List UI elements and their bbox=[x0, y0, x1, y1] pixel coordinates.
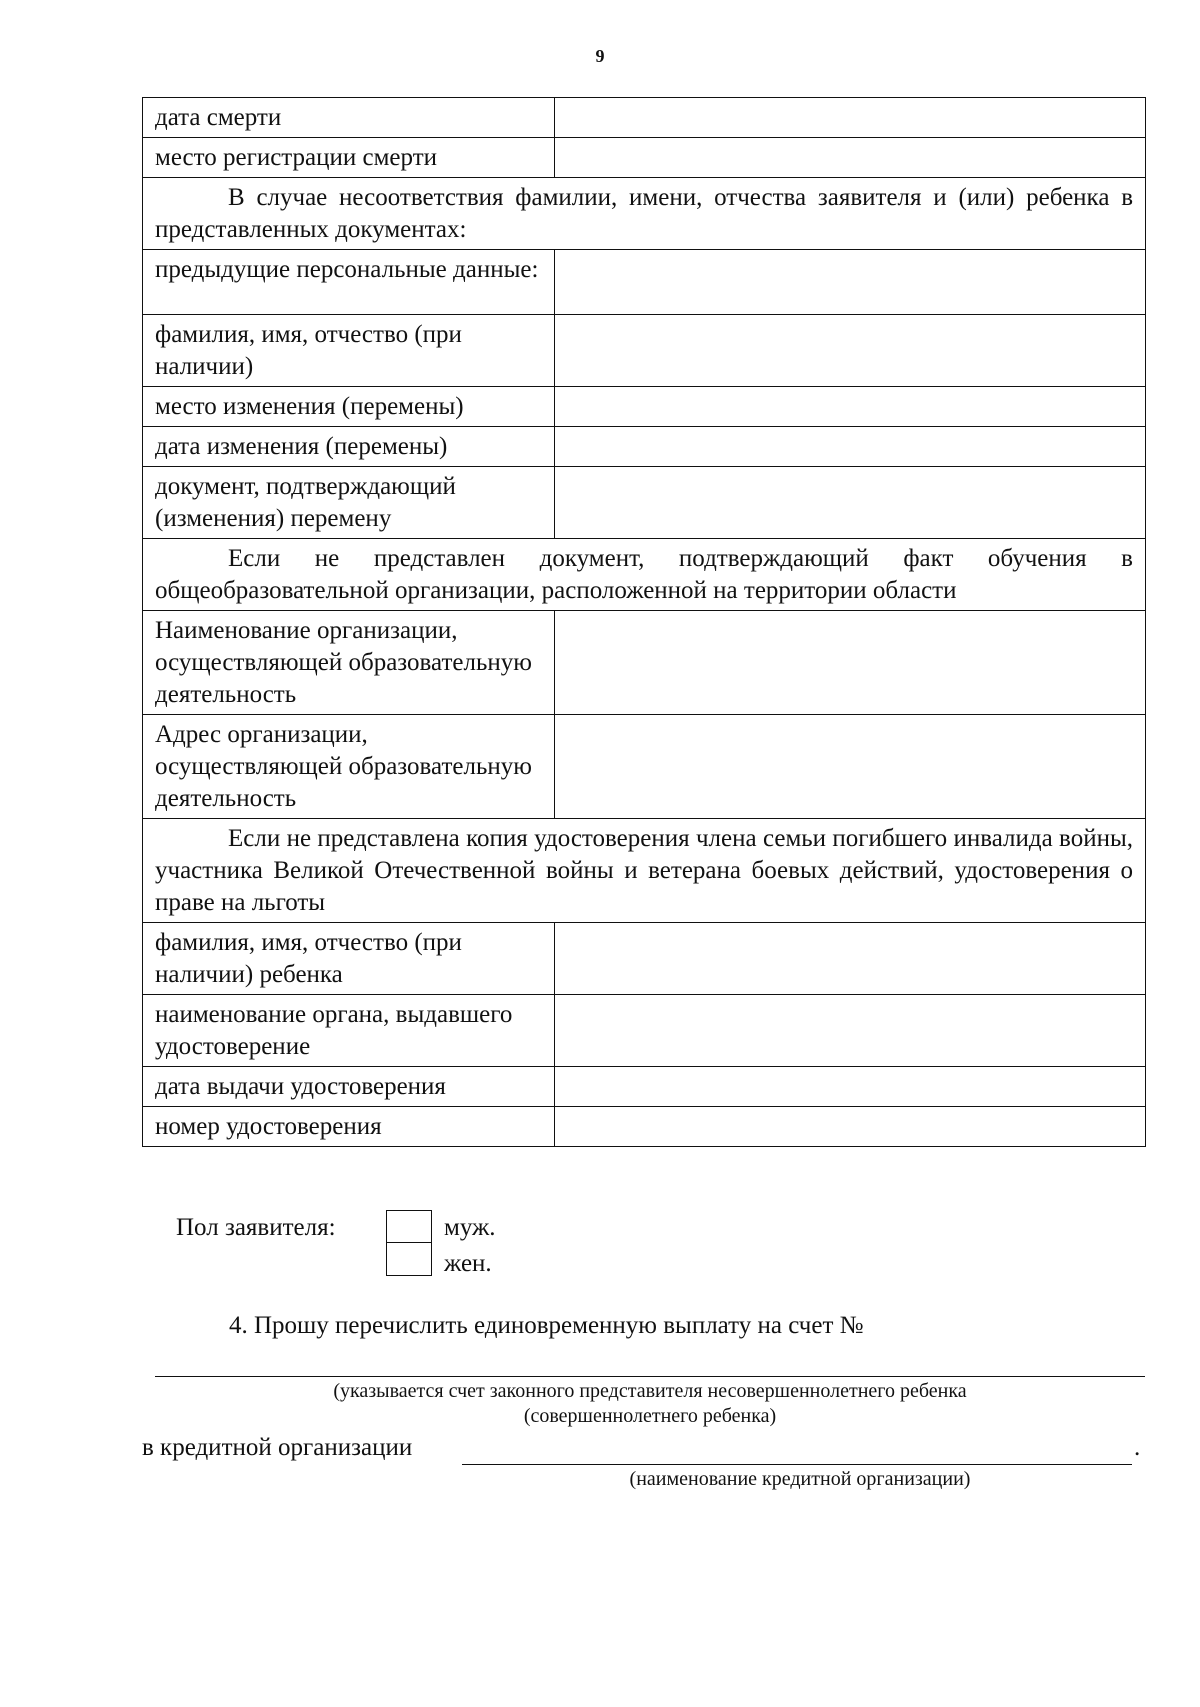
gender-male-label: муж. bbox=[444, 1214, 496, 1241]
row-label-change-date: дата изменения (перемены) bbox=[143, 427, 555, 467]
table-row bbox=[143, 1107, 1146, 1147]
account-hint-line-1: (указывается счет законного представителя несовершеннолетнего ребенка bbox=[333, 1380, 967, 1402]
gender-label: Пол заявителя: bbox=[176, 1214, 336, 1241]
table-row bbox=[143, 539, 1146, 611]
bank-line-period: . bbox=[1134, 1434, 1141, 1461]
table-row bbox=[143, 611, 1146, 715]
account-hint-line-2: (совершеннолетнего ребенка) bbox=[523, 1405, 777, 1427]
change-date-field[interactable] bbox=[555, 427, 1146, 467]
table-row bbox=[143, 98, 1146, 138]
row-label-child-fio: фамилия, имя, отчество (при наличии) ребенка bbox=[143, 923, 555, 995]
table-row bbox=[143, 1067, 1146, 1107]
gender-male-checkbox[interactable] bbox=[386, 1210, 432, 1243]
change-place-field[interactable] bbox=[555, 387, 1146, 427]
row-label-issue-date: дата выдачи удостоверения bbox=[143, 1067, 555, 1107]
table-row bbox=[143, 178, 1146, 250]
org-address-field[interactable] bbox=[555, 715, 1146, 819]
row-label-cert-number: номер удостоверения bbox=[143, 1107, 555, 1147]
account-number-line[interactable] bbox=[155, 1376, 1145, 1377]
table-row bbox=[143, 315, 1146, 387]
row-label-org-name: Наименование организации, осуществляющей образовательную деятельность bbox=[143, 611, 555, 715]
row-label-death-place: место регистрации смерти bbox=[143, 138, 555, 178]
row-label-org-address: Адрес организации, осуществляющей образовательную деятельность bbox=[143, 715, 555, 819]
row-label-change-doc: документ, подтверждающий (изменения) перемену bbox=[143, 467, 555, 539]
gender-female-checkbox[interactable] bbox=[386, 1243, 432, 1276]
section-note-school: Если не представлен документ, подтверждающий факт обучения в общеобразовательной организации, расположенной на территории области bbox=[143, 539, 1146, 611]
row-label-issuer: наименование органа, выдавшего удостоверение bbox=[143, 995, 555, 1067]
fio-field[interactable] bbox=[555, 315, 1146, 387]
account-hint bbox=[155, 1379, 1145, 1429]
gender-female-label: жен. bbox=[444, 1250, 492, 1277]
table-row bbox=[143, 467, 1146, 539]
table-row bbox=[143, 923, 1146, 995]
bank-label: в кредитной организации bbox=[142, 1434, 413, 1461]
table-row bbox=[143, 715, 1146, 819]
bank-name-line[interactable] bbox=[462, 1464, 1132, 1465]
row-label-death-date: дата смерти bbox=[143, 98, 555, 138]
payment-request-text: 4. Прошу перечислить единовременную выплату на счет № bbox=[229, 1312, 864, 1339]
table-row bbox=[143, 387, 1146, 427]
death-place-field[interactable] bbox=[555, 138, 1146, 178]
table-row bbox=[143, 995, 1146, 1067]
row-label-prev-data: предыдущие персональные данные: bbox=[143, 250, 555, 315]
cert-number-field[interactable] bbox=[555, 1107, 1146, 1147]
table-row bbox=[143, 819, 1146, 923]
org-name-field[interactable] bbox=[555, 611, 1146, 715]
section-note-names: В случае несоответствия фамилии, имени, отчества заявителя и (или) ребенка в представленных документах: bbox=[143, 178, 1146, 250]
child-fio-field[interactable] bbox=[555, 923, 1146, 995]
change-doc-field[interactable] bbox=[555, 467, 1146, 539]
issue-date-field[interactable] bbox=[555, 1067, 1146, 1107]
bank-hint: (наименование кредитной организации) bbox=[629, 1468, 971, 1490]
application-form-table bbox=[142, 97, 1146, 1147]
row-label-change-place: место изменения (перемены) bbox=[143, 387, 555, 427]
section-note-certificate: Если не представлена копия удостоверения члена семьи погибшего инвалида войны, участника Великой Отечественной войны и ветерана боевых действий, удостоверения о праве на льготы bbox=[143, 819, 1146, 923]
death-date-field[interactable] bbox=[555, 98, 1146, 138]
table-row bbox=[143, 427, 1146, 467]
row-label-fio: фамилия, имя, отчество (при наличии) bbox=[143, 315, 555, 387]
prev-data-field[interactable] bbox=[555, 250, 1146, 315]
page-number: 9 bbox=[595, 46, 605, 66]
table-row bbox=[143, 138, 1146, 178]
table-row bbox=[143, 250, 1146, 315]
issuer-field[interactable] bbox=[555, 995, 1146, 1067]
